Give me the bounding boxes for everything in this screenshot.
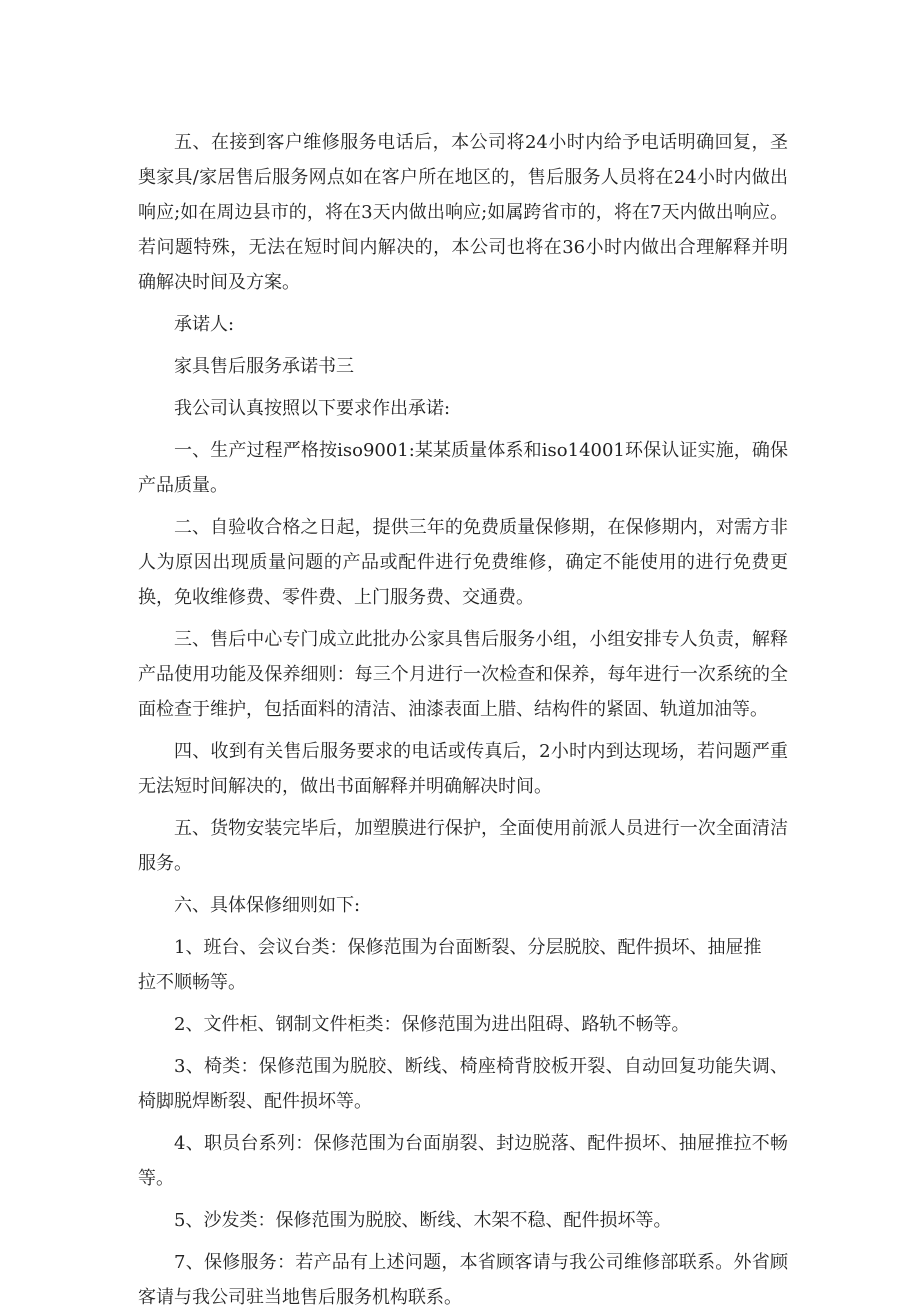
- paragraph-item-five: 五、货物安装完毕后，加塑膜进行保护，全面使用前派人员进行一次全面清洁服务。: [138, 818, 788, 874]
- paragraph-service-response: 五、在接到客户维修服务电话后，本公司将24小时内给予电话明确回复，圣奥家具/家居售后服务网点如在客户所在地区的，售后服务人员将在24小时内做出响应;如在周边县市的，将在3天内做出响应;如属跨省市的，将在7天内做出响应。若问题特殊，无法在短时间内解决的，本公司也将在36小时内做出合理解释并明确解决时间及方案。: [138, 132, 788, 293]
- paragraph-item-one: 一、生产过程严格按iso9001:某某质量体系和iso14001环保认证实施，确保产品质量。: [138, 440, 788, 496]
- paragraph-item-six: 六、具体保修细则如下:: [174, 895, 361, 916]
- paragraph-intro: 我公司认真按照以下要求作出承诺:: [174, 398, 451, 419]
- paragraph-item-three: 三、售后中心专门成立此批办公家具售后服务小组，小组安排专人负责，解释产品使用功能及保养细则：每三个月进行一次检查和保养，每年进行一次系统的全面检查于维护，包括面料的清洁、油漆表面上腊、结构件的紧固、轨道加油等。: [138, 629, 788, 720]
- paragraph-section-title: 家具售后服务承诺书三: [174, 356, 354, 377]
- warranty-item-desk-line2: 拉不顺畅等。: [138, 972, 246, 993]
- paragraph-item-two: 二、自验收合格之日起，提供三年的免费质量保修期，在保修期内，对需方非人为原因出现质量问题的产品或配件进行免费维修，确定不能使用的进行免费更换，免收维修费、零件费、上门服务费、交通费。: [138, 517, 788, 608]
- document-body: [138, 125, 788, 1315]
- paragraph-promisor: 承诺人:: [174, 314, 235, 335]
- warranty-item-sofa: 5、沙发类：保修范围为脱胶、断线、木架不稳、配件损坏等。: [174, 1210, 672, 1231]
- warranty-item-staff-desk: 4、职员台系列：保修范围为台面崩裂、封边脱落、配件损坏、抽屉推拉不畅等。: [138, 1133, 788, 1189]
- paragraph-item-four: 四、收到有关售后服务要求的电话或传真后，2小时内到达现场，若问题严重无法短时间解决的，做出书面解释并明确解决时间。: [138, 741, 788, 797]
- warranty-item-cabinet: 2、文件柜、钢制文件柜类：保修范围为进出阻碍、路轨不畅等。: [174, 1014, 690, 1035]
- warranty-item-chair: 3、椅类：保修范围为脱胶、断线、椅座椅背胶板开裂、自动回复功能失调、椅脚脱焊断裂、配件损坏等。: [138, 1056, 788, 1112]
- warranty-item-desk-line1: 1、班台、会议台类：保修范围为台面断裂、分层脱胶、配件损坏、抽屉推: [174, 937, 762, 958]
- warranty-item-service: 7、保修服务：若产品有上述问题，本省顾客请与我公司维修部联系。外省顾客请与我公司驻当地售后服务机构联系。: [138, 1252, 788, 1308]
